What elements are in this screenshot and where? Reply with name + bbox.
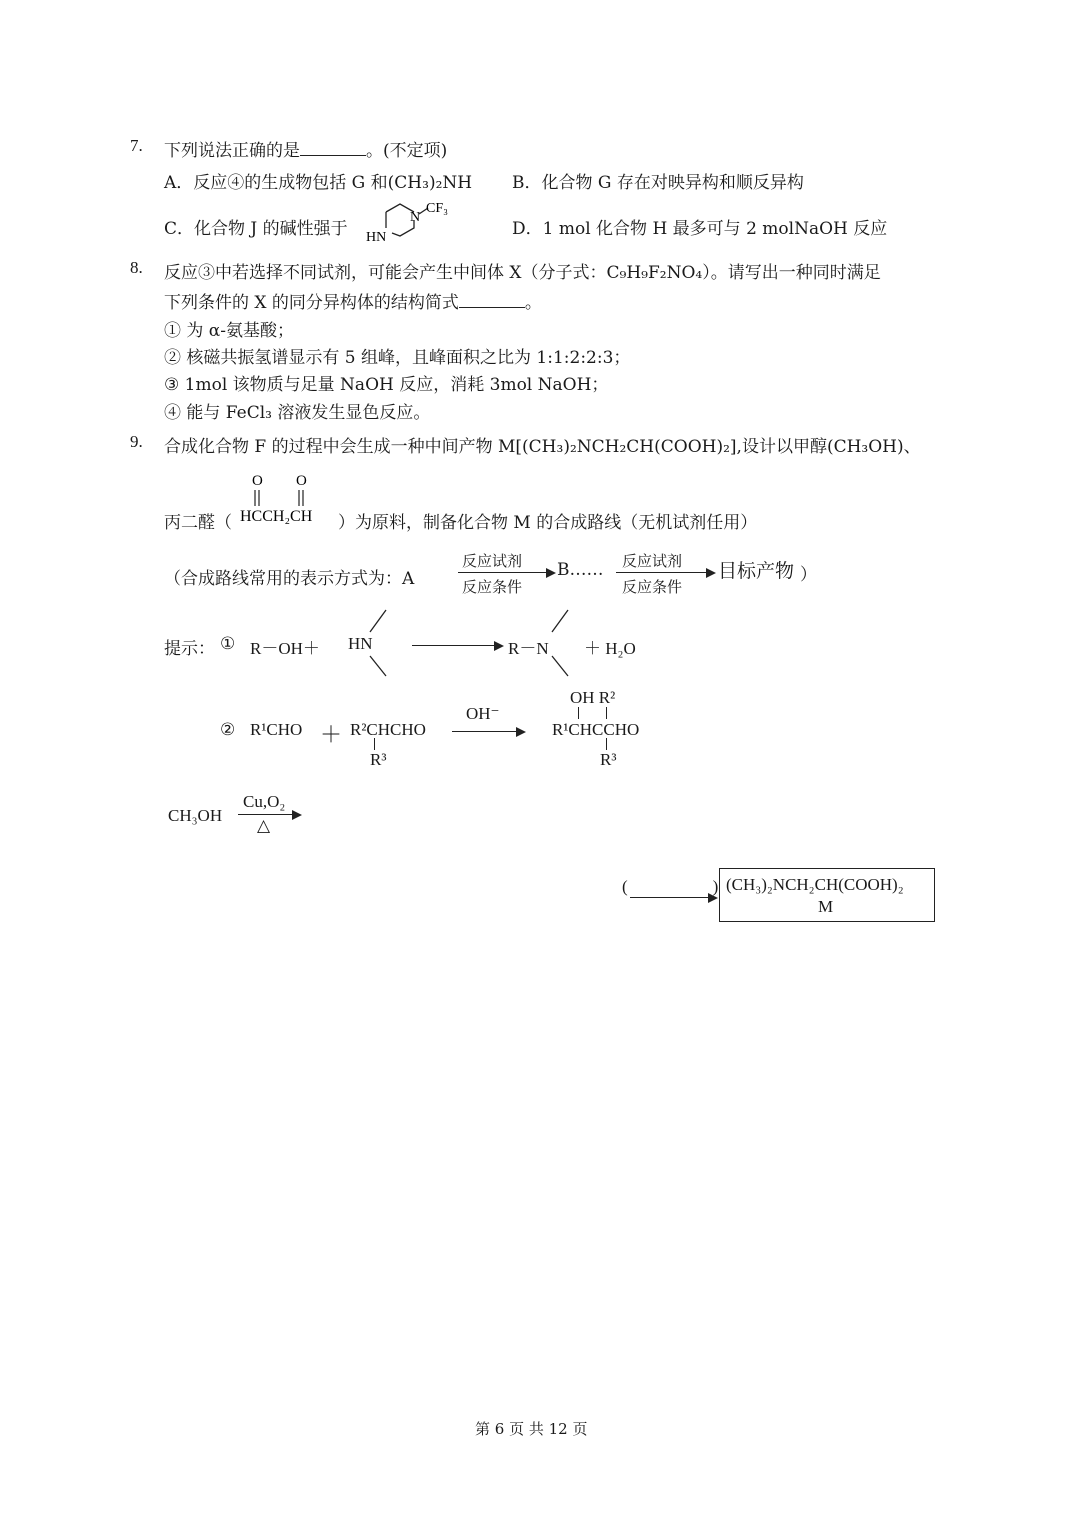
hint2-arrow (452, 731, 518, 732)
hint2-reactant2-sub: R³ (370, 750, 387, 769)
hint2-reactant2: R²CHCHO (350, 720, 426, 739)
route-format-middle: B…… (557, 560, 604, 580)
q7-stem-text: 下列说法正确的是 (164, 141, 300, 161)
hint1-water: ＋ H₂O (584, 639, 636, 658)
q9-line2-post: ）为原料，制备化合物 M 的合成路线（无机试剂任用） (338, 513, 758, 533)
route-format-reagent2: 反应试剂 (622, 552, 683, 570)
target-formula: (CH₃)₂NCH₂CH(COOH)₂ (726, 875, 904, 894)
page-footer: 第 6 页 共 12 页 (475, 1420, 588, 1438)
q8-number: 8. (130, 258, 143, 277)
q9-line1: 合成化合物 F 的过程中会生成一种中间产物 M[(CH₃)₂NCH₂CH(COOH)₂],设计以甲醇(CH₃OH)、 (164, 437, 921, 457)
route-format-reagent1: 反应试剂 (462, 552, 523, 570)
hint2-num: ② (220, 720, 236, 740)
route-final-arrow (630, 897, 710, 898)
route-final-arrow-head (708, 893, 718, 903)
route-format-arrow1-head (546, 568, 556, 578)
q9-number: 9. (130, 432, 143, 451)
malondialdehyde-structure (238, 468, 338, 534)
q8-line1: 反应③中若选择不同试剂，可能会产生中间体 X（分子式：C₉H₉F₂NO₄）。请写出一种同时满足 (164, 263, 881, 283)
hint2-reactant1: R¹CHO (250, 720, 303, 739)
q7-option-a: A．反应④的生成物包括 G 和(CH₃)₂NH (164, 173, 473, 193)
hint2-product: R¹CHCCHO (552, 720, 640, 739)
target-product-box (719, 868, 935, 922)
piperazine-hn: HN (366, 230, 387, 245)
route-format-arrow2-head (706, 568, 716, 578)
hint1-reactant1: R－OH＋ (250, 639, 320, 658)
hint-label: 提示： (164, 639, 215, 659)
q8-condition-2: ② 核磁共振氢谱显示有 5 组峰，且峰面积之比为 1:1:2:2:3； (164, 348, 631, 368)
malondialdehyde-formula: HCCH₂CH (240, 508, 313, 525)
q8-line2 (164, 288, 542, 313)
target-label: M (818, 897, 834, 916)
hint1-reactant2: HN (348, 634, 373, 653)
hint2-product-sub: R³ (600, 750, 617, 769)
route-final-blank[interactable]: ( ) (622, 877, 719, 896)
hint2-product-bond-bottom (606, 738, 607, 750)
piperazine-n: N (410, 210, 421, 225)
route-step1-reagent: Cu,O₂ (243, 792, 286, 811)
route-format-prefix: （合成路线常用的表示方式为：A (164, 569, 415, 589)
q9-line2-pre: 丙二醛（ (164, 513, 232, 533)
hint2-product-bond-top2 (606, 707, 607, 719)
hint2-arrow-head (516, 727, 526, 737)
hint2-product-bond-top1 (578, 707, 579, 719)
q8-answer-blank[interactable] (459, 293, 525, 308)
route-step1-arrow-head (292, 810, 302, 820)
malondialdehyde-o1: O (252, 473, 263, 489)
q7-option-b: B．化合物 G 存在对映异构和顺反异构 (512, 173, 804, 193)
route-format-condition1: 反应条件 (462, 578, 523, 596)
route-format-arrow2 (616, 572, 708, 573)
hint2-product-top: OH R² (570, 688, 616, 707)
q8-condition-4: ④ 能与 FeCl₃ 溶液发生显色反应。 (164, 403, 431, 423)
hint2-plus: ＋ (320, 722, 343, 747)
hint1-product: R－N (508, 639, 549, 658)
route-format-close: ） (800, 565, 817, 585)
q8-condition-3: ③ 1mol 该物质与足量 NaOH 反应，消耗 3mol NaOH； (164, 375, 609, 395)
hint1-arrow-head (494, 641, 504, 651)
hint1-num: ① (220, 634, 236, 654)
q7-answer-blank[interactable] (300, 141, 366, 156)
q7-option-d: D．1 mol 化合物 H 最多可与 2 molNaOH 反应 (512, 219, 888, 239)
q7-stem (164, 136, 447, 161)
route-format-arrow1 (458, 572, 548, 573)
malondialdehyde-o2: O (296, 473, 307, 489)
q7-stem-suffix: 。(不定项) (366, 141, 448, 161)
hint2-catalyst: OH⁻ (466, 704, 500, 723)
hint2-reactant2-bond (374, 738, 375, 750)
hint1-product-bonds (542, 606, 582, 680)
route-format-target: 目标产物 (718, 560, 795, 582)
q7-number: 7. (130, 136, 143, 155)
q8-line2-text: 下列条件的 X 的同分异构体的结构简式 (164, 293, 459, 313)
q8-condition-1: ① 为 α-氨基酸； (164, 321, 295, 341)
route-start: CH₃OH (168, 806, 223, 825)
hint1-arrow (412, 645, 496, 646)
route-step1-condition[interactable]: △ (257, 816, 271, 835)
route-step1-arrow (238, 814, 294, 815)
route-format-condition2: 反应条件 (622, 578, 683, 596)
piperazine-cf3-structure (364, 198, 464, 248)
hint1-amine-bonds (360, 606, 400, 680)
q7-option-c: C．化合物 J 的碱性强于 (164, 219, 348, 239)
piperazine-cf3: CF₃ (426, 201, 449, 216)
q8-line2-suffix: 。 (524, 293, 542, 313)
